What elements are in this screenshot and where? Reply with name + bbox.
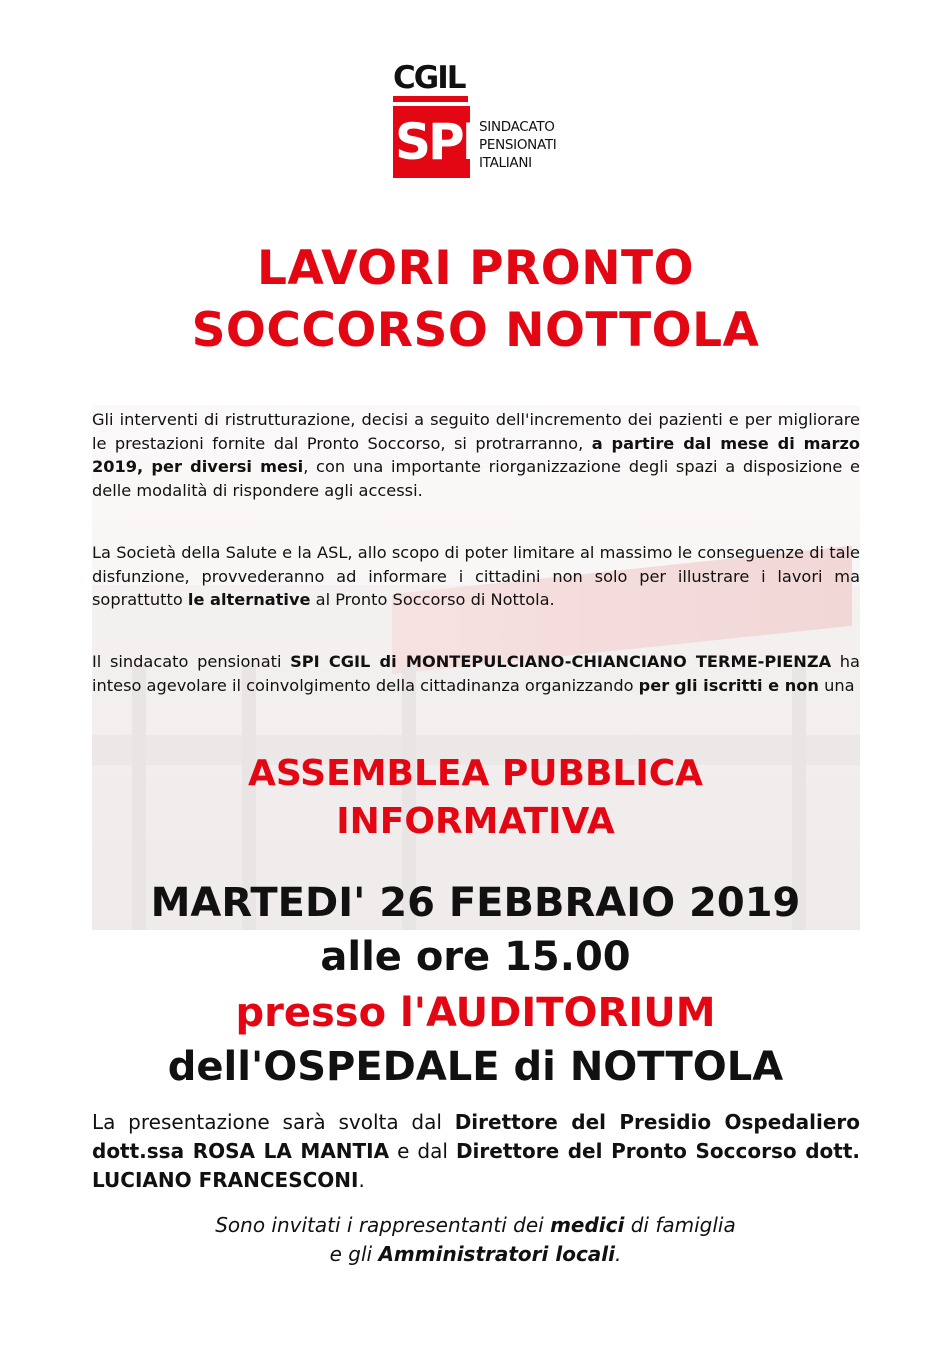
p2-text-a: La Società della Salute e la ASL, allo scopo di poter limitare al massimo le conseguenze di tale disfunzione, provvederanno ad informare i cittadini non solo per illustrare i lavori ma soprattutto (92, 543, 860, 610)
paragraph-asl (92, 541, 860, 612)
event-place: presso l'AUDITORIUM (235, 990, 716, 1036)
paragraph-works (92, 408, 860, 502)
p4-text-a: La presentazione sarà svolta dal (92, 1110, 455, 1134)
p2-text-c: al Pronto Soccorso di Nottola. (310, 590, 555, 610)
closing-text-bold-2: Amministratori locali (378, 1242, 616, 1266)
logo-cgil-text: CGIL (393, 60, 465, 96)
p3-text-bold-1: SPI CGIL di MONTEPULCIANO-CHIANCIANO TERME-PIENZA (290, 652, 832, 671)
closing-text-f: . (615, 1242, 622, 1266)
assembly-heading (60, 750, 891, 846)
p3-text-bold-2: per gli iscritti e non (638, 675, 819, 695)
closing-line-2 (60, 1240, 891, 1269)
p4-text-c: e dal (389, 1139, 456, 1163)
p1-text-c: , con una importante riorganizzazione degli spazi a disposizione e delle modalità di rispondere agli accessi. (92, 457, 860, 500)
p4-text-e: . (358, 1168, 365, 1192)
closing-text-d: e gli (329, 1242, 379, 1266)
closing-text-a: Sono invitati i rappresentanti dei (215, 1213, 551, 1237)
assembly-line-2: INFORMATIVA (336, 801, 615, 842)
logo-sub-line-2: PENSIONATI (479, 137, 557, 153)
p2-text-bold: le alternative (187, 590, 311, 610)
p3-text-e: una (818, 675, 855, 695)
logo-red-bar (393, 96, 468, 102)
closing-text-bold-1: medici (550, 1213, 625, 1237)
event-venue: dell'OSPEDALE di NOTTOLA (167, 1044, 784, 1090)
p1-text-a: Gli interventi di ristrutturazione, decisi a seguito dell'incremento dei pazienti e per migliorare le prestazioni fornite dal Pronto Soccorso, si protrarranno, (92, 410, 860, 453)
closing-line-1 (60, 1211, 891, 1240)
logo-sub-line-1: SINDACATO (479, 119, 555, 135)
event-date: MARTEDI' 26 FEBBRAIO 2019 (150, 880, 801, 926)
logo-subtitle (479, 118, 569, 172)
logo-spi-text: SPI (395, 113, 478, 171)
paragraph-union (92, 650, 860, 697)
p1-text-bold: a partire dal mese di marzo 2019, per diversi mesi (92, 433, 860, 477)
closing-invitation (60, 1211, 891, 1269)
title-line-2: SOCCORSO NOTTOLA (191, 303, 760, 358)
event-time: alle ore 15.00 (320, 934, 631, 980)
closing-text-c: di famiglia (624, 1213, 736, 1237)
p4-text-bold-2: Direttore del Pronto Soccorso dott. LUCIANO FRANCESCONI (92, 1139, 860, 1192)
p4-text-bold-1: Direttore del Presidio Ospedaliero dott.ssa ROSA LA MANTIA (92, 1110, 860, 1163)
title-line-1: LAVORI PRONTO (256, 241, 695, 296)
paragraph-presentation (92, 1108, 860, 1195)
logo-sub-line-3: ITALIANI (479, 155, 532, 171)
assembly-line-1: ASSEMBLEA PUBBLICA (248, 753, 703, 794)
p3-text-a: Il sindacato pensionati (92, 652, 291, 671)
page-title (60, 238, 891, 362)
p3-text-c: ha inteso agevolare il coinvolgimento della cittadinanza organizzando (92, 652, 860, 695)
